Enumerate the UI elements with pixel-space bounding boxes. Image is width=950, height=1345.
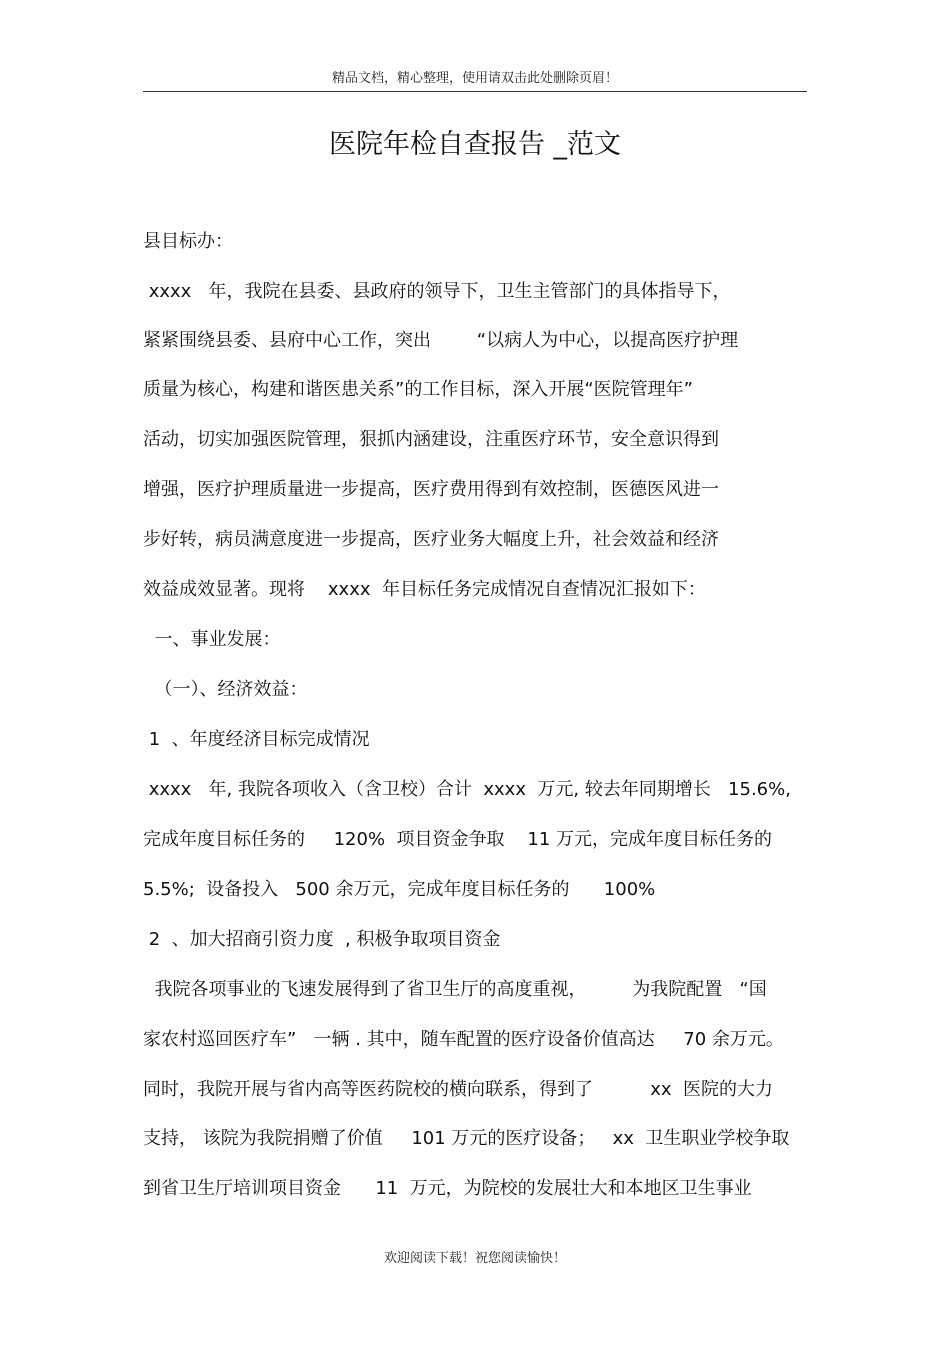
body-line: 增强，医疗护理质量进一步提高，医疗费用得到有效控制，医德医风进一 <box>143 479 719 500</box>
body-line: 5.5%; 设备投入 500 余万元，完成年度目标任务的 100% <box>143 879 656 900</box>
body-line: 效益成效显著。现将 xxxx 年目标任务完成情况自查情况汇报如下： <box>143 579 706 600</box>
header-divider <box>143 91 807 92</box>
body-line: 紧紧围绕县委、县府中心工作，突出 “以病人为中心，以提高医疗护理 <box>143 330 739 351</box>
body-line: xxxx 年，我院在县委、县政府的领导下，卫生主管部门的具体指导下， <box>143 281 731 302</box>
body-line: 完成年度目标任务的 120% 项目资金争取 11 万元，完成年度目标任务的 <box>143 829 773 850</box>
salutation: 县目标办： <box>143 231 233 252</box>
body-line: 到省卫生厅培训项目资金 11 万元，为院校的发展壮大和本地区卫生事业 <box>143 1178 752 1199</box>
body-line: 步好转，病员满意度进一步提高，医疗业务大幅度上升，社会效益和经济 <box>143 529 719 550</box>
page-footer-notice: 欢迎阅读下载！祝您阅读愉快！ <box>383 1251 566 1266</box>
body-line: xxxx 年, 我院各项收入（含卫校）合计 xxxx 万元, 较去年同期增长 15.6%, <box>143 779 791 800</box>
body-line: 同时，我院开展与省内高等医药院校的横向联系，得到了 xx 医院的大力 <box>143 1079 773 1100</box>
item-heading: 1 、年度经济目标完成情况 <box>143 729 370 750</box>
body-line: 活动，切实加强医院管理，狠抓内涵建设，注重医疗环节，安全意识得到 <box>143 429 719 450</box>
body-line: 质量为核心，构建和谐医患关系”的工作目标，深入开展“医院管理年” <box>143 379 693 400</box>
section-heading: 一、事业发展： <box>143 629 281 650</box>
body-line: 支持， 该院为我院捐赠了价值 101 万元的医疗设备； xx 卫生职业学校争取 <box>143 1128 790 1149</box>
body-line: 家农村巡回医疗车” 一辆 . 其中，随车配置的医疗设备价值高达 70 余万元。 <box>143 1029 784 1050</box>
document-title: 医院年检自查报告 _范文 <box>328 129 622 160</box>
page-header-notice: 精品文档，精心整理，使用请双击此处删除页眉！ <box>331 71 618 86</box>
body-line: 我院各项事业的飞速发展得到了省卫生厅的高度重视， 为我院配置 “国 <box>143 979 767 1000</box>
item-heading: 2 、加大招商引资力度 , 积极争取项目资金 <box>143 929 501 950</box>
subsection-heading: （一）、经济效益： <box>143 679 308 700</box>
